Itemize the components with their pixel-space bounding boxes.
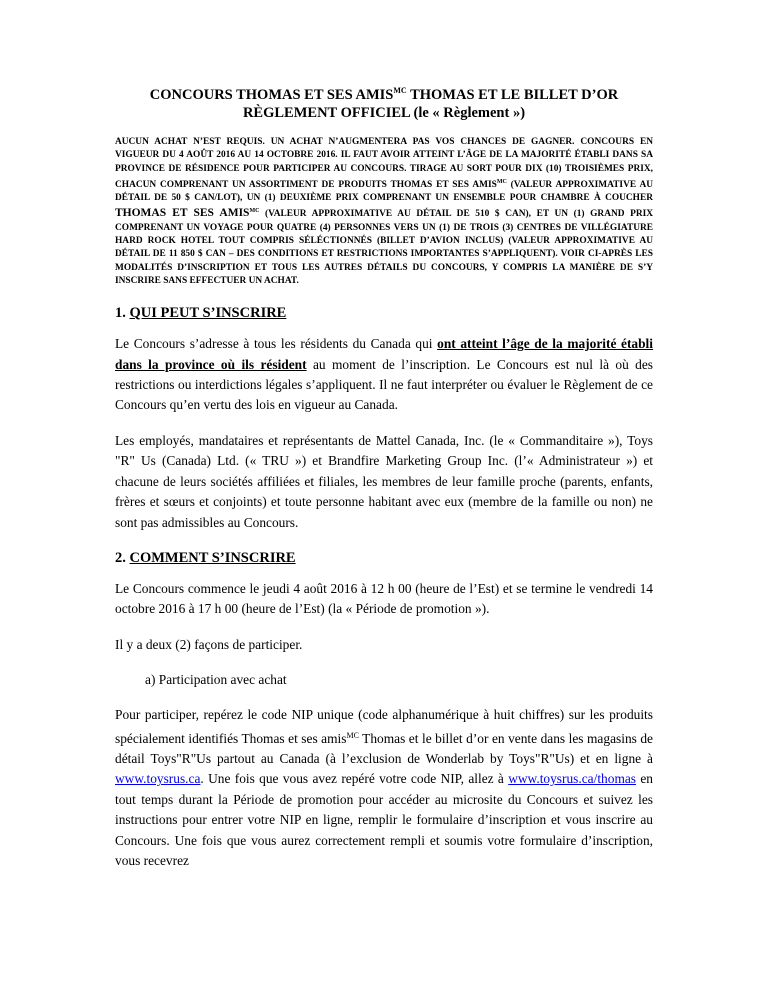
section-2-paragraph-1: Le Concours commence le jeudi 4 août 2016 à 12 h 00 (heure de l’Est) et se termine le vendredi 14 octobre 2016 à 17 h 00 (heure de l’Est) (la « Période de promotion »). bbox=[115, 580, 653, 617]
subsection-a-label: a) Participation avec achat bbox=[145, 672, 287, 688]
title-line-2: RÈGLEMENT OFFICIEL (le « Règlement ») bbox=[242, 105, 526, 121]
intro-paragraph: AUCUN ACHAT N’EST REQUIS. UN ACHAT N’AUGMENTERA PAS VOS CHANCES DE GAGNER. CONCOURS EN VIGUEUR DU 4 AOÛT 2016 AU 14 OCTOBRE 2016. IL FAUT AVOIR ATTEINT L’ÂGE DE LA MAJORITÉ ÉTABLI DANS SA PROVINCE DE RÉSIDENCE POUR PARTICIPER AU CONCOURS. TIRAGE AU SORT POUR DIX (10) TROISIÈMES PRIX, CHACUN COMPRENANT UN ASSORTIMENT DE PRODUITS THOMAS ET SES $AMIS^{MC}$ (VALEUR APPROXIMATIVE AU DÉTAIL DE 50 $ CAN/LOT), UN (1) DEUXIÈME PRIX COMPRENANT UN ENSEMBLE POUR CHAMBRE À COUCHER THOMAS ET SES $AMIS^{MC}$ (VALEUR APPROXIMATIVE AU DÉTAIL DE 510 $ CAN), ET UN (1) GRAND PRIX COMPRENANT UN VOYAGE POUR QUATRE (4) PERSONNES VERS UN (1) DE TROIS (3) CENTRES DE VILLÉGIATURE HARD ROCK HOTEL TOUT COMPRIS SÉLÉCTIONNÉS (BILLET D’AVION INCLUS) (VALEUR APPROXIMATIVE AU DÉTAIL DE 11 850 $ CAN – DES CONDITIONS ET RESTRICTIONS IMPORTANTES S’APPLIQUENT). VOIR CI-APRÈS LES MODALITÉS D’INSCRIPTION ET TOUS LES AUTRES DÉTAILS DU CONCOURS, Y COMPRIS LA MANIÈRE DE S’Y INSCRIRE SANS EFFECTUER UN ACHAT. bbox=[115, 137, 654, 286]
title-line-1: CONCOURS THOMAS ET SES $AMIS^{MC}$ THOMAS ET LE BILLET D’OR bbox=[149, 86, 619, 103]
section-1-paragraph-2: Les employés, mandataires et représentants de Mattel Canada, Inc. (le « Commanditaire »), Toys "R" Us (Canada) Ltd. (« TRU ») et Brandfire Marketing Group Inc. (l’« Administrateur ») et chacune de leurs sociétés affiliées et filiales, les membres de leur famille proche (parents, enfants, frères et sœurs et conjoints) et toute personne habitant avec eux (membre de la famille ou non) ne sont pas admissibles au Concours. bbox=[115, 432, 653, 530]
document-page bbox=[115, 0, 653, 886]
toysrus-link[interactable]: www.toysrus.ca bbox=[115, 771, 201, 787]
section-2-heading: 2. COMMENT S’INSCRIRE bbox=[115, 549, 296, 566]
document-title bbox=[115, 82, 653, 122]
section-2-paragraph-2: Il y a deux (2) façons de participer. bbox=[115, 636, 303, 652]
toysrus-thomas-link[interactable]: www.toysrus.ca/thomas bbox=[508, 771, 637, 787]
section-1-heading: 1. QUI PEUT S’INSCRIRE bbox=[115, 305, 287, 322]
section-1-paragraph-1: Le Concours s’adresse à tous les résidents du Canada qui ont atteint l’âge de la majorité établi dans la province où ils résident au moment de l’inscription. Le Concours est nul là où des restrictions ou interdictions légales s’appliquent. Il ne faut interpréter ou évaluer le Règlement de ce Concours qu’en vertu des lois en vigueur au Canada. bbox=[115, 336, 654, 413]
section-2-paragraph-3: Pour participer, repérez le code NIP unique (code alphanumérique à huit chiffres) sur les produits spécialement identifiés Thomas et ses amis$^{MC}$ Thomas et le billet d’or en vente dans les magasins de détail Toys"R"Us partout au Canada (à l’exclusion de Wonderlab by Toys"R"Us) et en ligne à www.toysrus.ca. Une fois que vous avez repéré votre code NIP, allez à www.toysrus.ca/thomas en tout temps durant la Période de promotion pour accéder au microsite du Concours et suivez les instructions pour entrer votre NIP en ligne, remplir le formulaire d’inscription et vous inscrire au Concours. Une fois que vous aurez correctement rempli et soumis votre formulaire d’inscription, vous recevrez bbox=[115, 707, 653, 868]
